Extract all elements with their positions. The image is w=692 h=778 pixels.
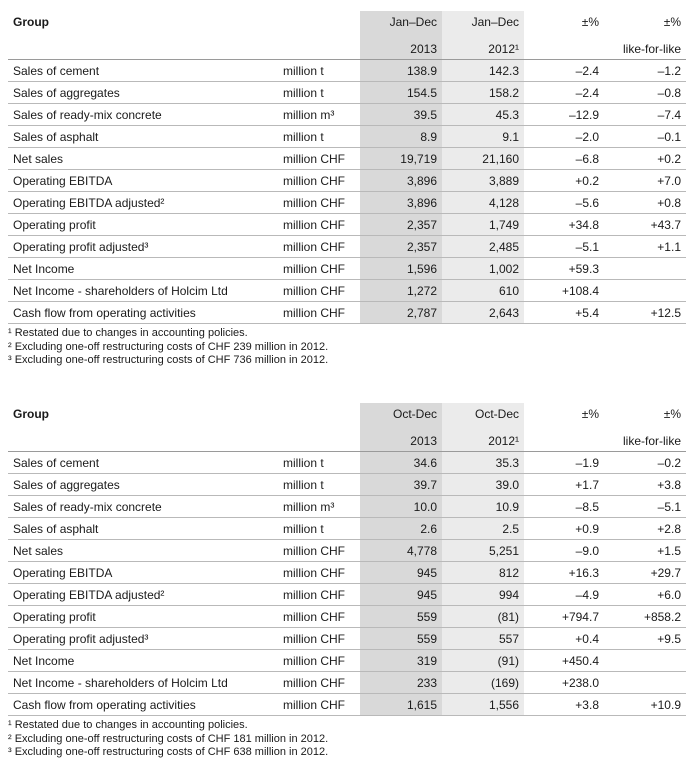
change-value: +16.3: [524, 562, 604, 584]
group-label: Group: [13, 407, 49, 421]
lfl-change-value: –5.1: [604, 496, 686, 518]
row-label: Net Income: [8, 650, 278, 672]
row-label: Sales of aggregates: [8, 474, 278, 496]
row-label: Net sales: [8, 148, 278, 170]
row-label: Sales of cement: [8, 60, 278, 82]
prior-value: 2,485: [442, 236, 524, 258]
row-unit: million t: [278, 474, 360, 496]
footnotes: [8, 327, 686, 368]
table-row: [8, 192, 686, 214]
change-value: –1.9: [524, 452, 604, 474]
table-row: [8, 518, 686, 540]
change-value: +5.4: [524, 302, 604, 324]
prior-value: 2.5: [442, 518, 524, 540]
row-label: Sales of aggregates: [8, 82, 278, 104]
annual-results-table-block: [8, 11, 686, 368]
footnotes: [8, 719, 686, 760]
current-value: 2,357: [360, 214, 442, 236]
prior-value: 1,556: [442, 694, 524, 716]
row-unit: million t: [278, 126, 360, 148]
current-value: 559: [360, 628, 442, 650]
table-row: [8, 82, 686, 104]
row-label: Operating EBITDA adjusted²: [8, 192, 278, 214]
current-value: 2,787: [360, 302, 442, 324]
row-unit: million CHF: [278, 148, 360, 170]
current-value: 559: [360, 606, 442, 628]
current-value: 3,896: [360, 170, 442, 192]
lfl-change-header: like-for-like: [604, 430, 686, 452]
header-row-bottom: [8, 38, 686, 60]
prior-value: (91): [442, 650, 524, 672]
change-value: –5.1: [524, 236, 604, 258]
change-value: +0.4: [524, 628, 604, 650]
header-spacer: [278, 38, 360, 60]
prior-value: 39.0: [442, 474, 524, 496]
row-label: Sales of ready-mix concrete: [8, 496, 278, 518]
lfl-change-value: +3.8: [604, 474, 686, 496]
row-label: Operating profit: [8, 214, 278, 236]
lfl-change-value: [604, 672, 686, 694]
lfl-change-header-top: ±%: [663, 407, 681, 421]
lfl-change-header: like-for-like: [604, 38, 686, 60]
current-value: 154.5: [360, 82, 442, 104]
lfl-change-value: –7.4: [604, 104, 686, 126]
table-body: [8, 11, 686, 324]
table-row: [8, 694, 686, 716]
lfl-change-value: +9.5: [604, 628, 686, 650]
lfl-change-value: +29.7: [604, 562, 686, 584]
annual-results-table: [8, 11, 686, 324]
current-value: 319: [360, 650, 442, 672]
change-value: +34.8: [524, 214, 604, 236]
group-label: Group: [13, 15, 49, 29]
row-unit: million CHF: [278, 192, 360, 214]
table-row: [8, 672, 686, 694]
row-label: Net Income - shareholders of Holcim Ltd: [8, 672, 278, 694]
footnote: ² Excluding one-off restructuring costs of CHF 239 million in 2012.: [8, 340, 329, 353]
prior-period-header: Oct-Dec: [442, 403, 524, 430]
table-row: [8, 104, 686, 126]
change-value: +450.4: [524, 650, 604, 672]
change-value: –4.9: [524, 584, 604, 606]
current-value: 2.6: [360, 518, 442, 540]
row-label: Cash flow from operating activities: [8, 302, 278, 324]
prior-value: 994: [442, 584, 524, 606]
footnote: ² Excluding one-off restructuring costs of CHF 181 million in 2012.: [8, 732, 329, 745]
prior-period-header: Jan–Dec: [442, 11, 524, 38]
prior-value: 2,643: [442, 302, 524, 324]
change-value: –2.0: [524, 126, 604, 148]
current-value: 10.0: [360, 496, 442, 518]
table-row: [8, 236, 686, 258]
change-value: –6.8: [524, 148, 604, 170]
header-row-bottom: [8, 430, 686, 452]
lfl-change-value: +0.8: [604, 192, 686, 214]
table-row: [8, 170, 686, 192]
change-value: +59.3: [524, 258, 604, 280]
lfl-change-value: +2.8: [604, 518, 686, 540]
table-row: [8, 496, 686, 518]
lfl-change-header-top: ±%: [663, 15, 681, 29]
change-header: ±%: [581, 407, 599, 421]
table-row: [8, 452, 686, 474]
current-value: 138.9: [360, 60, 442, 82]
row-label: Operating profit adjusted³: [8, 628, 278, 650]
lfl-change-value: [604, 280, 686, 302]
lfl-change-value: +1.1: [604, 236, 686, 258]
current-value: 233: [360, 672, 442, 694]
change-value: –2.4: [524, 82, 604, 104]
header-spacer: [524, 430, 604, 452]
row-label: Operating EBITDA adjusted²: [8, 584, 278, 606]
change-value: +238.0: [524, 672, 604, 694]
row-label: Net sales: [8, 540, 278, 562]
change-value: –8.5: [524, 496, 604, 518]
current-value: 19,719: [360, 148, 442, 170]
table-row: [8, 628, 686, 650]
row-unit: million CHF: [278, 280, 360, 302]
row-label: Sales of ready-mix concrete: [8, 104, 278, 126]
current-value: 4,778: [360, 540, 442, 562]
footnote: ¹ Restated due to changes in accounting policies.: [8, 719, 248, 731]
row-unit: million CHF: [278, 540, 360, 562]
table-row: [8, 280, 686, 302]
table-row: [8, 214, 686, 236]
row-label: Net Income: [8, 258, 278, 280]
table-row: [8, 650, 686, 672]
change-value: +108.4: [524, 280, 604, 302]
current-value: 2,357: [360, 236, 442, 258]
row-label: Operating profit: [8, 606, 278, 628]
footnote: ³ Excluding one-off restructuring costs of CHF 638 million in 2012.: [8, 746, 329, 758]
row-unit: million CHF: [278, 302, 360, 324]
header-spacer: [8, 430, 278, 452]
change-value: +794.7: [524, 606, 604, 628]
table-row: [8, 474, 686, 496]
row-unit: million CHF: [278, 606, 360, 628]
current-year-header: 2013: [360, 38, 442, 60]
unit-header: [278, 403, 360, 430]
table-row: [8, 148, 686, 170]
lfl-change-value: [604, 258, 686, 280]
current-value: 39.5: [360, 104, 442, 126]
header-row-top: [8, 11, 686, 38]
lfl-change-value: +6.0: [604, 584, 686, 606]
row-label: Cash flow from operating activities: [8, 694, 278, 716]
current-value: 39.7: [360, 474, 442, 496]
prior-value: 9.1: [442, 126, 524, 148]
table-row: [8, 540, 686, 562]
table-row: [8, 606, 686, 628]
quarterly-results-table-block: [8, 403, 686, 760]
header-spacer: [524, 38, 604, 60]
change-value: +0.9: [524, 518, 604, 540]
prior-value: (81): [442, 606, 524, 628]
row-unit: million t: [278, 518, 360, 540]
current-year-header: 2013: [360, 430, 442, 452]
row-label: Sales of asphalt: [8, 126, 278, 148]
lfl-change-value: –0.2: [604, 452, 686, 474]
table-row: [8, 302, 686, 324]
current-value: 1,615: [360, 694, 442, 716]
prior-value: 142.3: [442, 60, 524, 82]
table-row: [8, 584, 686, 606]
prior-value: 610: [442, 280, 524, 302]
header-spacer: [278, 430, 360, 452]
prior-value: 45.3: [442, 104, 524, 126]
change-value: –2.4: [524, 60, 604, 82]
current-period-header: Jan–Dec: [360, 11, 442, 38]
row-label: Sales of asphalt: [8, 518, 278, 540]
change-value: +0.2: [524, 170, 604, 192]
lfl-change-value: +10.9: [604, 694, 686, 716]
row-unit: million CHF: [278, 672, 360, 694]
lfl-change-value: +7.0: [604, 170, 686, 192]
row-unit: million t: [278, 452, 360, 474]
lfl-change-value: +0.2: [604, 148, 686, 170]
header-row-top: [8, 403, 686, 430]
prior-value: 1,749: [442, 214, 524, 236]
lfl-change-value: –1.2: [604, 60, 686, 82]
current-value: 1,272: [360, 280, 442, 302]
header-spacer: [8, 38, 278, 60]
prior-year-header: 2012¹: [442, 430, 524, 452]
footnote: ¹ Restated due to changes in accounting policies.: [8, 327, 248, 339]
current-period-header: Oct-Dec: [360, 403, 442, 430]
footnote: ³ Excluding one-off restructuring costs of CHF 736 million in 2012.: [8, 354, 329, 366]
current-value: 945: [360, 584, 442, 606]
row-unit: million CHF: [278, 584, 360, 606]
prior-value: 557: [442, 628, 524, 650]
row-unit: million t: [278, 60, 360, 82]
prior-value: 1,002: [442, 258, 524, 280]
lfl-change-value: +12.5: [604, 302, 686, 324]
change-header: ±%: [581, 15, 599, 29]
quarterly-results-table: [8, 403, 686, 716]
row-unit: million CHF: [278, 214, 360, 236]
change-value: +1.7: [524, 474, 604, 496]
current-value: 1,596: [360, 258, 442, 280]
row-unit: million CHF: [278, 236, 360, 258]
current-value: 34.6: [360, 452, 442, 474]
prior-value: 158.2: [442, 82, 524, 104]
row-label: Sales of cement: [8, 452, 278, 474]
table-row: [8, 126, 686, 148]
change-value: –12.9: [524, 104, 604, 126]
prior-value: 5,251: [442, 540, 524, 562]
row-unit: million m³: [278, 496, 360, 518]
current-value: 945: [360, 562, 442, 584]
row-unit: million CHF: [278, 258, 360, 280]
table-body: [8, 403, 686, 716]
row-unit: million CHF: [278, 650, 360, 672]
prior-value: (169): [442, 672, 524, 694]
table-row: [8, 60, 686, 82]
row-unit: million m³: [278, 104, 360, 126]
lfl-change-value: +43.7: [604, 214, 686, 236]
table-row: [8, 562, 686, 584]
table-row: [8, 258, 686, 280]
change-value: –5.6: [524, 192, 604, 214]
row-unit: million CHF: [278, 170, 360, 192]
row-label: Operating EBITDA: [8, 562, 278, 584]
current-value: 8.9: [360, 126, 442, 148]
row-label: Operating EBITDA: [8, 170, 278, 192]
row-unit: million CHF: [278, 562, 360, 584]
current-value: 3,896: [360, 192, 442, 214]
lfl-change-value: [604, 650, 686, 672]
row-label: Operating profit adjusted³: [8, 236, 278, 258]
lfl-change-value: +1.5: [604, 540, 686, 562]
prior-value: 3,889: [442, 170, 524, 192]
unit-header: [278, 11, 360, 38]
prior-value: 35.3: [442, 452, 524, 474]
lfl-change-value: +858.2: [604, 606, 686, 628]
lfl-change-value: –0.8: [604, 82, 686, 104]
change-value: –9.0: [524, 540, 604, 562]
row-unit: million CHF: [278, 628, 360, 650]
prior-value: 21,160: [442, 148, 524, 170]
lfl-change-value: –0.1: [604, 126, 686, 148]
row-unit: million t: [278, 82, 360, 104]
row-unit: million CHF: [278, 694, 360, 716]
prior-value: 812: [442, 562, 524, 584]
prior-value: 10.9: [442, 496, 524, 518]
change-value: +3.8: [524, 694, 604, 716]
row-label: Net Income - shareholders of Holcim Ltd: [8, 280, 278, 302]
prior-value: 4,128: [442, 192, 524, 214]
prior-year-header: 2012¹: [442, 38, 524, 60]
